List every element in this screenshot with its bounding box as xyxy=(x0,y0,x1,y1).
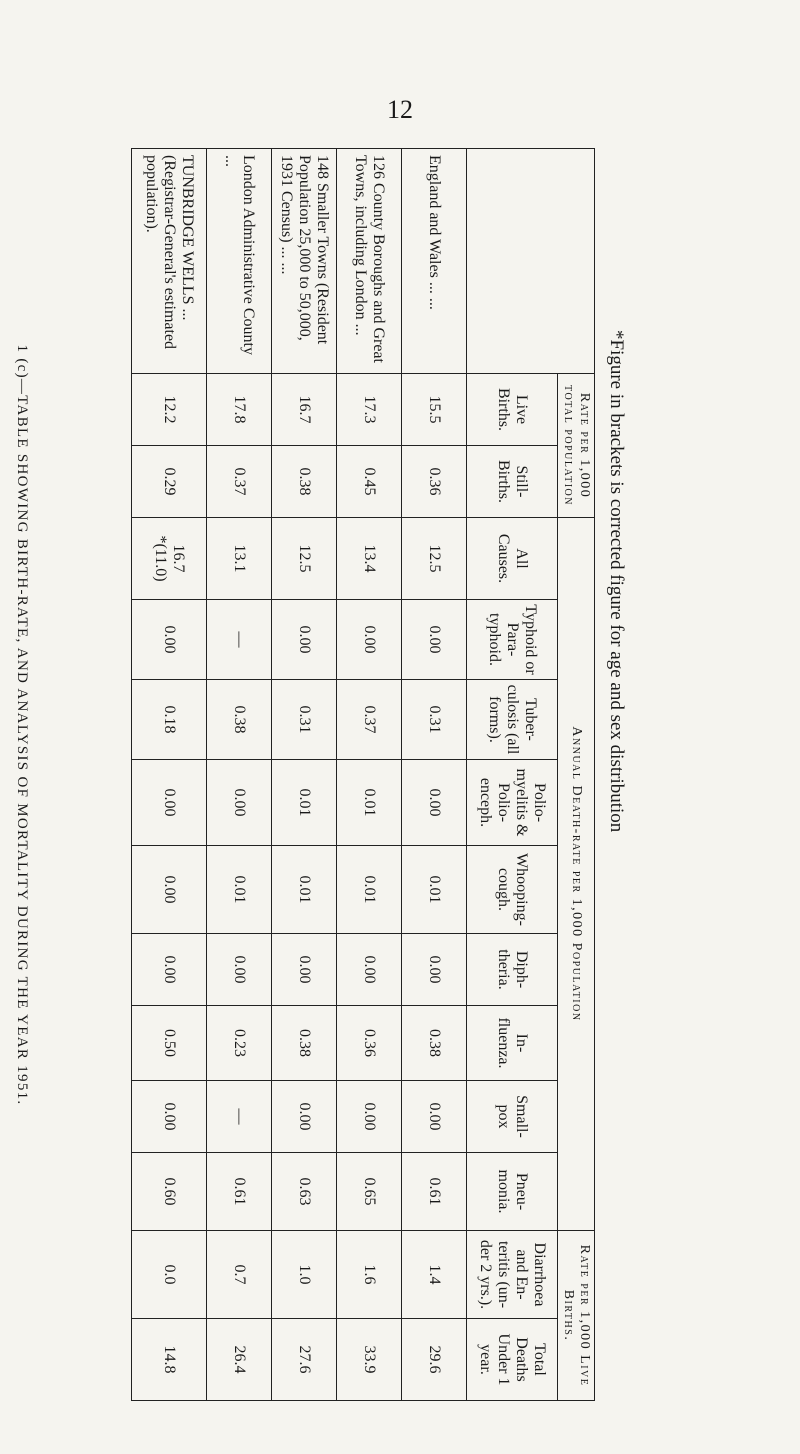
corrected-figure: *(11.0) xyxy=(152,535,169,582)
mortality-table-wrapper xyxy=(140,148,595,1387)
col-still-births: Still-Births. xyxy=(467,446,558,518)
cell: 0.01 xyxy=(272,760,337,846)
col-whooping-cough: Whooping-cough. xyxy=(467,846,558,934)
cell: 0.00 xyxy=(402,934,467,1006)
col-typhoid: Typhoid or Para-typhoid. xyxy=(467,600,558,680)
col-infant-deaths: Total Deaths Under 1 year. xyxy=(467,1319,558,1401)
cell: 0.38 xyxy=(272,1006,337,1081)
cell: 0.01 xyxy=(207,846,272,934)
cell: 0.00 xyxy=(132,1081,207,1153)
table-row-county-boroughs xyxy=(337,149,402,1401)
cell: 17.3 xyxy=(337,374,402,446)
cell: 0.00 xyxy=(337,600,402,680)
cell: 0.00 xyxy=(337,1081,402,1153)
cell: 0.38 xyxy=(272,446,337,518)
cell: 0.18 xyxy=(132,680,207,760)
page-number: 12 xyxy=(387,95,413,124)
cell: 0.37 xyxy=(207,446,272,518)
cell: 0.00 xyxy=(132,846,207,934)
table-title: 1 (c)—TABLE SHOWING BIRTH-RATE, AND ANALYSIS OF MORTALITY DURING THE YEAR 1951. xyxy=(14,344,30,1106)
cell: 0.60 xyxy=(132,1153,207,1231)
cell: 15.5 xyxy=(402,374,467,446)
cell-value: 16.7 xyxy=(170,544,187,573)
col-pneumonia: Pneu-monia. xyxy=(467,1153,558,1231)
population-rate-header: Rate per 1,000 total population xyxy=(558,374,595,518)
cell: 1.6 xyxy=(337,1231,402,1319)
cell: 0.00 xyxy=(402,600,467,680)
col-all-causes: All Causes. xyxy=(467,518,558,600)
cell: 0.37 xyxy=(337,680,402,760)
col-smallpox: Small-pox xyxy=(467,1081,558,1153)
cell: 0.00 xyxy=(272,1081,337,1153)
mortality-table xyxy=(131,148,595,1401)
row-label: England and Wales ... ... xyxy=(402,149,467,374)
cell: 0.00 xyxy=(402,1081,467,1153)
cell: 0.00 xyxy=(272,934,337,1006)
cell: 0.7 xyxy=(207,1231,272,1319)
cell: 0.31 xyxy=(272,680,337,760)
live-births-rate-header: Rate per 1,000 Live Births. xyxy=(558,1231,595,1401)
cell: 0.61 xyxy=(402,1153,467,1231)
cell: 0.36 xyxy=(337,1006,402,1081)
cell: 1.4 xyxy=(402,1231,467,1319)
cell: 0.01 xyxy=(402,846,467,934)
cell: 0.29 xyxy=(132,446,207,518)
footnote: *Figure in brackets is corrected figure for age and sex distribution xyxy=(606,330,627,833)
cell: 0.65 xyxy=(337,1153,402,1231)
col-diarrhoea: Diarrhoea and En-teritis (un-der 2 yrs.). xyxy=(467,1231,558,1319)
table-row-tunbridge-wells xyxy=(132,149,207,1401)
cell: 0.00 xyxy=(132,760,207,846)
cell: 13.1 xyxy=(207,518,272,600)
cell: 33.9 xyxy=(337,1319,402,1401)
cell: 0.00 xyxy=(132,934,207,1006)
cell: 29.6 xyxy=(402,1319,467,1401)
cell: 13.4 xyxy=(337,518,402,600)
cell: 0.00 xyxy=(272,600,337,680)
cell: 0.31 xyxy=(402,680,467,760)
cell: — xyxy=(207,600,272,680)
cell: 17.8 xyxy=(207,374,272,446)
row-label: London Administrative County ... xyxy=(207,149,272,374)
cell: 0.01 xyxy=(337,846,402,934)
cell: 0.23 xyxy=(207,1006,272,1081)
cell: — xyxy=(207,1081,272,1153)
col-poliomyelitis: Polio-myelitis & Polio-enceph. xyxy=(467,760,558,846)
cell: 0.61 xyxy=(207,1153,272,1231)
death-rate-header: Annual Death-rate per 1,000 Population xyxy=(558,518,595,1231)
cell: 0.00 xyxy=(207,934,272,1006)
col-diphtheria: Diph-theria. xyxy=(467,934,558,1006)
cell: 27.6 xyxy=(272,1319,337,1401)
group-header-row xyxy=(558,149,595,1401)
cell: 0.00 xyxy=(207,760,272,846)
cell: 0.01 xyxy=(337,760,402,846)
cell: 0.63 xyxy=(272,1153,337,1231)
cell: 0.36 xyxy=(402,446,467,518)
cell: 0.01 xyxy=(272,846,337,934)
table-row-london xyxy=(207,149,272,1401)
cell: 0.00 xyxy=(402,760,467,846)
row-label: TUNBRIDGE WELLS ... (Registrar-General's estimated population). xyxy=(132,149,207,374)
cell: 16.7 xyxy=(272,374,337,446)
cell: 12.2 xyxy=(132,374,207,446)
cell: 0.38 xyxy=(207,680,272,760)
cell: 12.5 xyxy=(272,518,337,600)
cell: 0.0 xyxy=(132,1231,207,1319)
cell: 0.00 xyxy=(337,934,402,1006)
cell: 14.8 xyxy=(132,1319,207,1401)
col-tuberculosis: Tuber-culosis (all forms). xyxy=(467,680,558,760)
cell-all-causes xyxy=(132,518,207,600)
table-row-england-wales xyxy=(402,149,467,1401)
cell: 0.38 xyxy=(402,1006,467,1081)
cell: 26.4 xyxy=(207,1319,272,1401)
row-label: 148 Smaller Towns (Resident Population 25,000 to 50,000, 1931 Census) ... ... xyxy=(272,149,337,374)
cell: 12.5 xyxy=(402,518,467,600)
cell: 0.00 xyxy=(132,600,207,680)
col-live-births: Live Births. xyxy=(467,374,558,446)
table-row-smaller-towns xyxy=(272,149,337,1401)
col-influenza: In-fluenza. xyxy=(467,1006,558,1081)
cell: 0.45 xyxy=(337,446,402,518)
area-column-header xyxy=(467,149,595,374)
cell: 0.50 xyxy=(132,1006,207,1081)
row-label: 126 County Boroughs and Great Towns, including London ... xyxy=(337,149,402,374)
cell: 1.0 xyxy=(272,1231,337,1319)
